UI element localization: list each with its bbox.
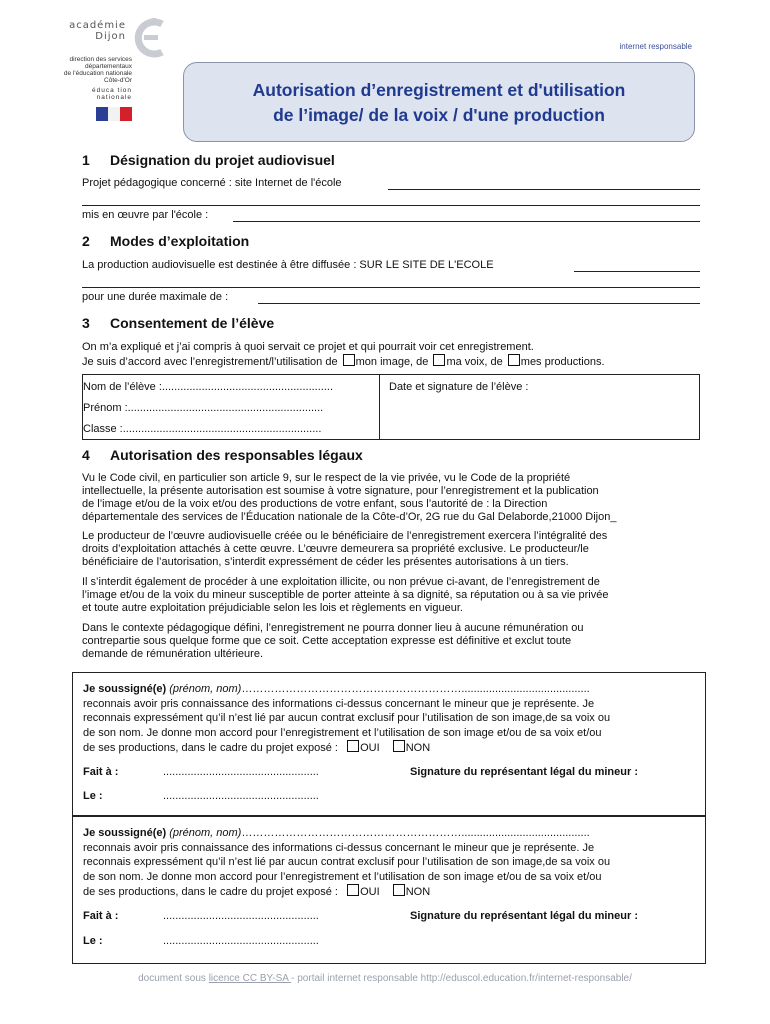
section-2-line-3: pour une durée maximale de : (82, 291, 229, 303)
title-box (183, 62, 695, 142)
guardian-signature-label: Signature du représentant légal du mineur : (410, 910, 638, 922)
voice-option-label: ma voix, de (446, 356, 503, 368)
sig-intro-line (83, 682, 698, 697)
logo-city-text: Dijon (95, 31, 126, 42)
section-3-heading (82, 315, 274, 331)
section-1-heading (82, 152, 335, 168)
title-line-1: Autorisation d’enregistrement et d'utilisation (252, 80, 626, 100)
logo-e-icon (134, 18, 168, 58)
sig-line: de son nom. Je donne mon accord pour l’enregistrement et l’utilisation de son image et/ou de sa voix et/ou (83, 870, 602, 883)
section-title: Consentement de l’élève (110, 315, 275, 331)
sig-line (83, 884, 698, 900)
section-2-line-1: La production audiovisuelle est destinée à être diffusée : SUR LE SITE DE L'ECOLE (82, 259, 494, 271)
paragraph-legal-2 (82, 530, 704, 569)
diffusion-field-2[interactable] (82, 287, 700, 288)
sig-line: de son nom. Je donne mon accord pour l’enregistrement et l’utilisation de son image et/ou de sa voix et/ou (83, 726, 602, 739)
oui-label: OUI (360, 886, 380, 898)
guardian-signature-block-1 (72, 672, 706, 816)
sig-prenom-nom: (prénom, nom) (169, 683, 242, 695)
consent-prefix: Je suis d’accord avec l’enregistrement/l’utilisation de (82, 356, 338, 368)
academie-logo (52, 20, 162, 123)
section-number: 4 (82, 447, 90, 463)
fait-field[interactable]: ................................................... (163, 910, 319, 922)
para-line: Le producteur de l’œuvre audiovisuelle créée ou le bénéficiaire de l’enregistrement exercera l’intégralité des (82, 530, 608, 542)
section-1-line-3: mis en œuvre par l'école : (82, 209, 209, 221)
section-2-heading (82, 233, 249, 249)
sig-name-field[interactable]: …………………………………………………….......................................... (241, 683, 590, 695)
le-label: Le : (83, 790, 103, 802)
voice-checkbox[interactable] (433, 354, 445, 366)
sig-line: reconnais expressément qu’il n’est lié par aucun contrat exclusif pour l’utilisation de son image,de sa voix ou (83, 712, 611, 724)
sig-je: Je soussigné(e) (83, 683, 167, 695)
non-checkbox[interactable] (393, 740, 405, 752)
project-name-field-2[interactable] (82, 205, 700, 206)
fait-label: Fait à : (83, 910, 119, 922)
logo-academie-text: académie (69, 20, 126, 31)
top-right-label: internet responsable (619, 42, 692, 51)
logo-line: direction des services (69, 56, 132, 63)
logo-line: nationale (96, 94, 132, 101)
sig-line: reconnais avoir pris connaissance des informations ci-dessus concernant le mineur que je représente. Je (83, 841, 595, 854)
para-line: l’image et/ou de la voix du mineur susceptible de porter atteinte à sa dignité, sa réputation ou à sa vie privée (82, 589, 609, 601)
student-name-field[interactable]: Nom de l’élève :........................................................ (83, 381, 334, 393)
non-label: NON (405, 742, 431, 754)
sig-intro-line (83, 826, 698, 841)
section-title: Modes d’exploitation (110, 233, 250, 249)
para-line: droits d’exploitation attachés à cette œuvre. L’œuvre demeurera sa propriété exclusive. Le producteur/le (82, 543, 589, 555)
para-line: et toute autre exploitation préjudiciable selon les lois et règlements en vigueur. (82, 602, 463, 614)
productions-option-label: mes productions. (520, 356, 605, 368)
section-3-line-2 (82, 354, 605, 369)
oui-checkbox[interactable] (347, 884, 359, 896)
para-line: Il s’interdit également de procéder à une exploitation illicite, ou non prévue ci-avant, de l’enregistrement de (82, 576, 600, 588)
section-title: Autorisation des responsables légaux (110, 447, 363, 463)
paragraph-legal-1 (82, 472, 704, 524)
section-number: 3 (82, 315, 90, 331)
para-line: intellectuelle, la présente autorisation est soumise à votre signature, pour l’enregistrement et la publication (82, 485, 599, 497)
sig-project-text: de ses productions, dans le cadre du projet exposé : (83, 742, 338, 754)
image-checkbox[interactable] (343, 354, 355, 366)
sig-je: Je soussigné(e) (83, 827, 167, 839)
section-4-heading (82, 447, 363, 463)
section-title: Désignation du projet audiovisuel (110, 152, 335, 168)
student-class-field[interactable]: Classe :................................................................. (83, 423, 322, 435)
french-flag-icon (96, 107, 132, 121)
school-field[interactable] (233, 221, 700, 222)
para-line: contrepartie sous quelque forme que ce soit. Cette acceptation expresse est définitive et exclut toute (82, 635, 572, 647)
para-line: Vu le Code civil, en particulier son article 9, sur le respect de la vie privée, vu le Code de la propriété (82, 472, 571, 484)
title-line-2: de l’image/ de la voix / d'une production (273, 105, 605, 125)
sig-line (83, 740, 698, 756)
section-number: 2 (82, 233, 90, 249)
duration-field[interactable] (258, 303, 700, 304)
fait-label: Fait à : (83, 766, 119, 778)
le-field[interactable]: ................................................... (163, 790, 319, 802)
section-1-line-1: Projet pédagogique concerné : site Internet de l'école (82, 177, 342, 189)
diffusion-field[interactable] (574, 271, 700, 272)
logo-line: départementaux (85, 63, 132, 70)
productions-checkbox[interactable] (508, 354, 520, 366)
para-line: demande de rémunération ultérieure. (82, 648, 264, 660)
oui-label: OUI (360, 742, 380, 754)
table-divider (379, 375, 380, 439)
student-info-table (82, 374, 700, 440)
sig-name-field[interactable]: …………………………………………………….......................................... (241, 827, 590, 839)
footer (0, 973, 770, 984)
sig-line: reconnais expressément qu’il n’est lié par aucun contrat exclusif pour l’utilisation de son image,de sa voix ou (83, 856, 611, 868)
non-label: NON (405, 886, 431, 898)
le-label: Le : (83, 935, 103, 947)
sig-line: reconnais avoir pris connaissance des informations ci-dessus concernant le mineur que je représente. Je (83, 697, 595, 710)
para-line: bénéficiaire de l’autorisation, s’interdit expressément de céder les présentes autorisations à un tiers. (82, 556, 569, 568)
para-line: de l’image et/ou de la voix et/ou des productions de votre enfant, sous l’autorité de : la Direction (82, 498, 548, 510)
fait-field[interactable]: ................................................... (163, 766, 319, 778)
section-3-line-1: On m’a expliqué et j’ai compris à quoi servait ce projet et qui pourrait voir cet enregistrement. (82, 341, 534, 353)
section-number: 1 (82, 152, 90, 168)
logo-line: éduca tion (92, 87, 132, 94)
para-line: départementale des services de l’Éducation nationale de la Côte-d’Or, 2G rue du Gal Delaborde,21000 Dijon_ (82, 511, 617, 523)
guardian-signature-block-2 (72, 816, 706, 964)
para-line: Dans le contexte pédagogique défini, l’enregistrement ne pourra donner lieu à aucune rémunération ou (82, 622, 584, 634)
image-option-label: mon image, de (355, 356, 429, 368)
project-name-field[interactable] (388, 189, 700, 190)
sig-prenom-nom: (prénom, nom) (169, 827, 242, 839)
oui-checkbox[interactable] (347, 740, 359, 752)
student-firstname-field[interactable]: Prénom :................................................................ (83, 402, 324, 414)
logo-line: de l'éducation nationale (63, 70, 132, 77)
paragraph-legal-3 (82, 576, 704, 615)
non-checkbox[interactable] (393, 884, 405, 896)
licence-link[interactable]: licence CC BY-SA (208, 973, 292, 984)
le-field[interactable]: ................................................... (163, 935, 319, 947)
logo-line: Côte-d'Or (104, 77, 132, 84)
sig-project-text: de ses productions, dans le cadre du projet exposé : (83, 886, 338, 898)
footer-suffix: - portail internet responsable http://eduscol.education.fr/internet-responsable/ (291, 973, 632, 984)
footer-prefix: document sous (138, 973, 209, 984)
guardian-signature-label: Signature du représentant légal du mineur : (410, 766, 638, 778)
student-date-signature[interactable]: Date et signature de l’élève : (389, 381, 529, 393)
paragraph-legal-4 (82, 622, 704, 661)
